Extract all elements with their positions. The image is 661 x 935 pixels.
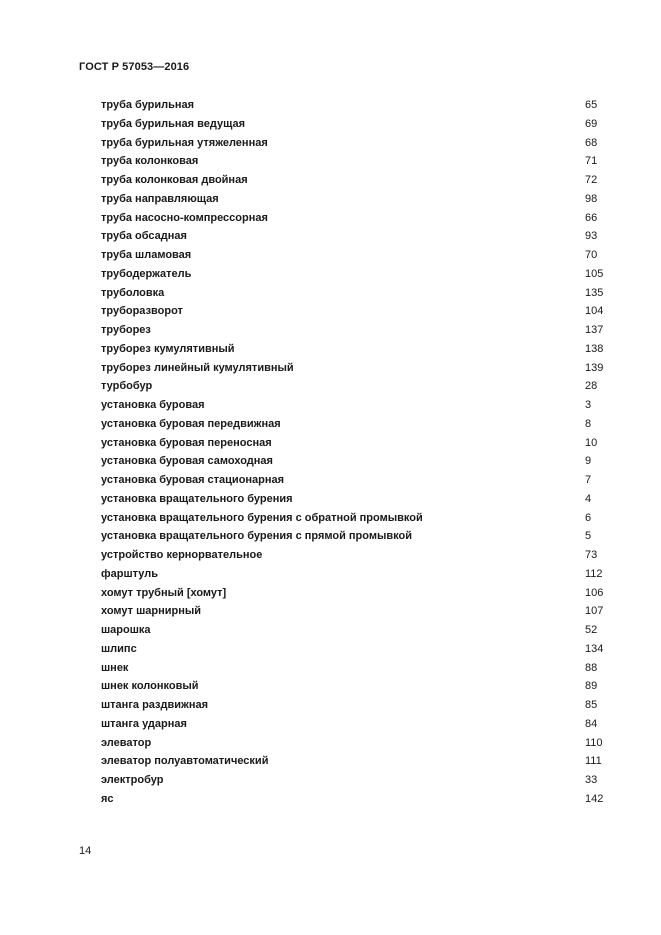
term-label: труба бурильная ведущая — [101, 117, 246, 130]
term-number: 137 — [585, 324, 604, 336]
term-number: 8 — [585, 417, 592, 430]
term-label: хомут трубный [хомут] — [101, 586, 227, 599]
term-label: трубоpазворот — [101, 305, 183, 318]
term-row — [101, 284, 611, 303]
term-number: 69 — [585, 117, 598, 130]
term-number: 104 — [585, 305, 604, 318]
term-number: 110 — [585, 736, 603, 749]
term-number: 105 — [585, 267, 604, 280]
term-row — [101, 640, 611, 659]
term-label: установка вращательного бурения с обратной промывкой — [101, 511, 423, 524]
term-row — [101, 752, 611, 771]
term-label: шлипс — [101, 642, 137, 655]
term-number: 107 — [585, 605, 604, 618]
term-number: 4 — [585, 492, 592, 505]
term-number: 6 — [585, 511, 592, 524]
term-label: труба бурильная утяжеленная — [101, 136, 268, 149]
term-label: труборез кумулятивный — [101, 342, 235, 355]
term-row — [101, 415, 611, 434]
page-number: 14 — [79, 845, 92, 857]
term-label: труборез линейный кумулятивный — [101, 361, 294, 374]
term-label: труба колонковая двойная — [101, 174, 248, 186]
term-number: 70 — [585, 249, 598, 261]
term-label: элеватор полуавтоматический — [101, 755, 269, 768]
term-row — [101, 471, 611, 490]
term-number: 28 — [585, 380, 598, 393]
document-header: ГОСТ Р 57053—2016 — [79, 61, 190, 73]
term-row — [101, 696, 611, 715]
term-number: 65 — [585, 99, 598, 111]
term-row — [101, 359, 611, 378]
term-row — [101, 265, 611, 284]
term-row — [101, 527, 611, 546]
term-label: установка буровая переносная — [101, 436, 272, 449]
term-label: труборез — [101, 324, 151, 336]
term-row — [101, 302, 611, 321]
term-label: шнек — [101, 661, 129, 674]
term-row — [101, 546, 611, 565]
term-label: труба колонковая — [101, 155, 199, 168]
term-row — [101, 584, 611, 603]
term-number: 88 — [585, 661, 598, 674]
term-number: 135 — [585, 286, 604, 299]
term-row — [101, 209, 611, 228]
term-number: 134 — [585, 642, 604, 655]
term-row — [101, 790, 611, 809]
term-row — [101, 171, 611, 190]
term-label: установка вращательного бурения с прямой промывкой — [101, 530, 412, 543]
term-number: 66 — [585, 211, 598, 224]
term-label: установка вращательного бурения — [101, 492, 293, 505]
term-label: труба обсадная — [101, 230, 187, 243]
term-label: турбобур — [101, 380, 153, 393]
term-row — [101, 96, 611, 115]
term-number: 89 — [585, 680, 598, 693]
term-row — [101, 246, 611, 265]
term-label: фарштуль — [101, 567, 159, 580]
term-number: 73 — [585, 549, 598, 561]
term-label: трубодержатель — [101, 267, 192, 280]
term-label: штанга ударная — [101, 717, 187, 730]
term-label: труболовка — [101, 286, 165, 299]
term-row — [101, 321, 611, 340]
term-number: 9 — [585, 455, 592, 468]
term-label: элеватор — [101, 736, 152, 749]
term-label: электробур — [101, 774, 164, 786]
term-row — [101, 377, 611, 396]
term-label: труба бурильная — [101, 99, 195, 111]
term-row — [101, 565, 611, 584]
term-label: труба шламовая — [101, 249, 192, 261]
term-row — [101, 434, 611, 453]
term-index-list — [101, 96, 611, 809]
term-row — [101, 396, 611, 415]
term-number: 139 — [585, 361, 604, 374]
term-number: 93 — [585, 230, 598, 243]
term-row — [101, 659, 611, 678]
term-label: установка буровая передвижная — [101, 417, 281, 430]
term-number: 111 — [585, 755, 602, 768]
term-label: хомут шарнирный — [101, 605, 202, 618]
term-number: 68 — [585, 136, 598, 149]
term-number: 138 — [585, 342, 604, 355]
term-number: 5 — [585, 530, 592, 543]
term-number: 84 — [585, 717, 598, 730]
term-label: установка буровая стационарная — [101, 474, 285, 486]
term-number: 142 — [585, 792, 604, 805]
term-label: установка буровая — [101, 399, 205, 411]
term-label: труба насосно-компрессорная — [101, 211, 268, 224]
term-number: 52 — [585, 624, 598, 636]
term-row — [101, 715, 611, 734]
term-row — [101, 452, 611, 471]
term-row — [101, 227, 611, 246]
term-row — [101, 509, 611, 528]
term-number: 106 — [585, 586, 604, 599]
term-row — [101, 152, 611, 171]
term-number: 72 — [585, 174, 598, 186]
term-row — [101, 771, 611, 790]
term-row — [101, 677, 611, 696]
term-label: штанга раздвижная — [101, 699, 208, 711]
term-label: яс — [101, 792, 114, 805]
term-label: труба направляющая — [101, 192, 219, 205]
term-number: 98 — [585, 192, 598, 205]
term-row — [101, 340, 611, 359]
term-row — [101, 190, 611, 209]
term-label: устройство кернорвательное — [101, 549, 263, 561]
term-number: 112 — [585, 567, 603, 580]
term-label: шарошка — [101, 624, 151, 636]
term-label: шнек колонковый — [101, 680, 199, 693]
term-row — [101, 134, 611, 153]
term-row — [101, 734, 611, 753]
term-row — [101, 490, 611, 509]
term-row — [101, 115, 611, 134]
term-row — [101, 621, 611, 640]
term-row — [101, 602, 611, 621]
term-number: 10 — [585, 436, 598, 449]
term-number: 71 — [585, 155, 598, 168]
term-number: 3 — [585, 399, 592, 411]
term-label: установка буровая самоходная — [101, 455, 273, 468]
term-number: 33 — [585, 774, 598, 786]
term-number: 7 — [585, 474, 592, 486]
term-number: 85 — [585, 699, 598, 711]
